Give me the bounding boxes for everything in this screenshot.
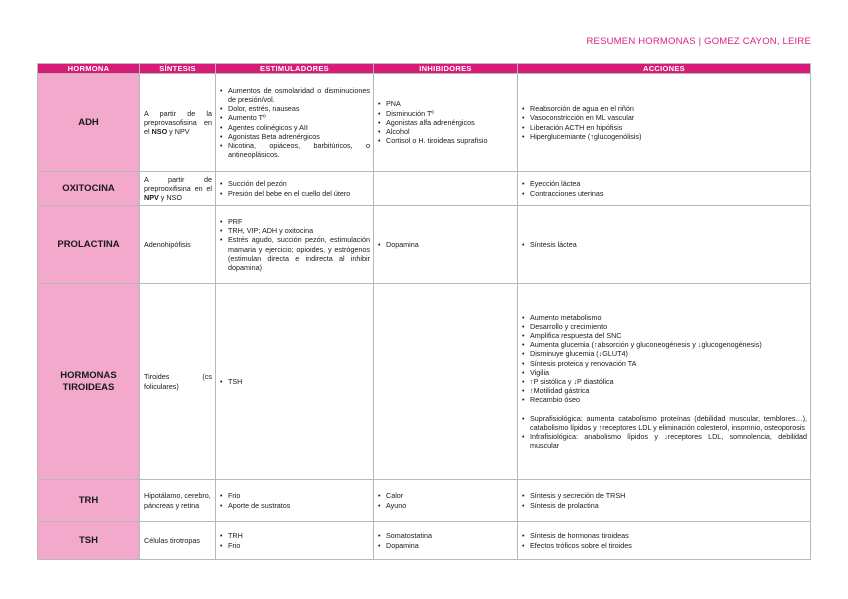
actions-cell (518, 172, 811, 206)
list-item: • Aumentos de osmolaridad o disminuciones de presión/vol. (228, 86, 370, 104)
table-row (38, 284, 811, 480)
list-item: • Frio (228, 491, 370, 500)
table-row (38, 522, 811, 560)
list-item: • Síntesis proteica y renovación TA (530, 359, 807, 368)
stimulators-cell (216, 522, 374, 560)
synthesis-text: y NPV (167, 127, 190, 137)
synthesis-cell: Adenohipófisis (140, 206, 216, 284)
list-item: • Dopamina (386, 240, 514, 249)
table-row (38, 480, 811, 522)
list-item: • Hiperglucemiante (↑glucogenólisis) (530, 132, 807, 141)
actions-cell (518, 284, 811, 480)
list-item: • Liberación ACTH en hipófisis (530, 123, 807, 132)
inhibitors-cell (374, 522, 518, 560)
list-item: • Desarrollo y crecimiento (530, 322, 807, 331)
synthesis-bold: NSO (151, 127, 168, 137)
table-row (38, 206, 811, 284)
synthesis-text: A partir de preprooxifisina en el (144, 174, 212, 193)
list-item: • Aumento Tº (228, 113, 370, 122)
col-header-acciones: ACCIONES (518, 64, 811, 74)
hormone-table (37, 63, 811, 560)
actions-cell (518, 206, 811, 284)
col-header-sintesis: SÍNTESIS (140, 64, 216, 74)
actions-cell (518, 522, 811, 560)
synthesis-text: A partir de la preprovasofisina en el (144, 108, 212, 137)
list-item: • Calor (386, 491, 514, 500)
list-item: • Aumento metabolismo (530, 313, 807, 322)
list-item: • Agonistas Beta adrenérgicos (228, 132, 370, 141)
stimulators-cell (216, 74, 374, 172)
list-item: • Eyección láctea (530, 179, 807, 188)
list-item: • Frio (228, 541, 370, 550)
synthesis-bold: NPV (144, 193, 159, 203)
list-item: • Infrafisiológica: anabolismo lípidos y ↓receptores LDL, somnolencia, debilidad muscular (530, 432, 807, 450)
list-item: • Alcohol (386, 127, 514, 136)
synthesis-cell: Células tirotropas (140, 522, 216, 560)
document-header: RESUMEN HORMONAS | GOMEZ CAYON, LEIRE (586, 36, 811, 47)
hormone-name: HORMONAS TIROIDEAS (38, 284, 140, 480)
stimulators-cell (216, 172, 374, 206)
table-row (38, 74, 811, 172)
synthesis-cell: Tiroides (cs foliculares) (140, 284, 216, 480)
list-item: • Dolor, estrés, nauseas (228, 104, 370, 113)
synthesis-cell: Hipotálamo, cerebro, páncreas y retina (140, 480, 216, 522)
hormone-name: ADH (38, 74, 140, 172)
list-item: • TRH, VIP; ADH y oxitocina (228, 226, 370, 235)
list-item: • ↑Motilidad gástrica (530, 386, 807, 395)
list-item: • Presión del bebe en el cuello del útero (228, 189, 370, 198)
list-item: • Síntesis láctea (530, 240, 807, 249)
col-header-estimuladores: ESTIMULADORES (216, 64, 374, 74)
synthesis-cell (140, 74, 216, 172)
list-item: • Recambio óseo (530, 395, 807, 404)
list-item: • Succión del pezón (228, 179, 370, 188)
synthesis-cell (140, 172, 216, 206)
list-item: • Amplifica respuesta del SNC (530, 331, 807, 340)
stimulators-cell (216, 480, 374, 522)
hormone-name: OXITOCINA (38, 172, 140, 206)
list-item: • ↑P sistólica y ↓P diastólica (530, 377, 807, 386)
list-item: • Contracciones uterinas (530, 189, 807, 198)
list-item: • PNA (386, 99, 514, 108)
col-header-inhibidores: INHIBIDORES (374, 64, 518, 74)
hormone-name: TRH (38, 480, 140, 522)
inhibitors-cell (374, 480, 518, 522)
stimulators-cell (216, 284, 374, 480)
list-item: • Dopamina (386, 541, 514, 550)
list-item: • TRH (228, 531, 370, 540)
list-item: • PRF (228, 217, 370, 226)
list-item: • Aumenta glucemia (↑absorción y gluconeogénesis y ↓glucogenogénesis) (530, 340, 807, 349)
actions-cell (518, 480, 811, 522)
list-item: • Ayuno (386, 501, 514, 510)
list-item: • Agonistas alfa adrenérgicos (386, 118, 514, 127)
list-item: • Síntesis y secreción de TRSH (530, 491, 807, 500)
inhibitors-cell (374, 206, 518, 284)
actions-cell (518, 74, 811, 172)
list-item: • Estrés agudo, succión pezón, estimulación mamaria y ejercicio; opioides, y estrógenos (estimulan directa e indirecta al inhibir dopamina) (228, 235, 370, 272)
list-item: • Vasoconstricción en ML vascular (530, 113, 807, 122)
table-header-row (38, 64, 811, 74)
list-item: • TSH (228, 377, 370, 386)
list-item: • Síntesis de prolactina (530, 501, 807, 510)
list-item: • Reabsorción de agua en el riñón (530, 104, 807, 113)
list-item: • Somatostatina (386, 531, 514, 540)
inhibitors-cell (374, 172, 518, 206)
inhibitors-cell (374, 284, 518, 480)
list-item: • Vigilia (530, 368, 807, 377)
list-item: • Aporte de sustratos (228, 501, 370, 510)
list-item: • Efectos tróficos sobre el tiroides (530, 541, 807, 550)
inhibitors-cell (374, 74, 518, 172)
table-row (38, 172, 811, 206)
col-header-hormona: HORMONA (38, 64, 140, 74)
list-item: • Cortisol o H. tiroideas suprafisio (386, 136, 514, 145)
list-item: • Disminución Tº (386, 109, 514, 118)
list-item: • Nicotina, opiáceos, barbitúricos, o antineoplásicos. (228, 141, 370, 159)
list-item: • Agentes colinégicos y AII (228, 123, 370, 132)
hormone-name: PROLACTINA (38, 206, 140, 284)
list-item: • Disminuye glucemia (↓GLUT4) (530, 349, 807, 358)
stimulators-cell (216, 206, 374, 284)
hormone-name: TSH (38, 522, 140, 560)
list-item: • Suprafisiológica: aumenta catabolismo proteínas (debilidad muscular, temblores…), catabolismo lípidos y ↑receptores LDL y eliminación colesterol, insomnio, osteoporosis (530, 414, 807, 432)
synthesis-text: y NSO (158, 193, 182, 203)
list-item: • Síntesis de hormonas tiroideas (530, 531, 807, 540)
spacer (521, 405, 807, 414)
